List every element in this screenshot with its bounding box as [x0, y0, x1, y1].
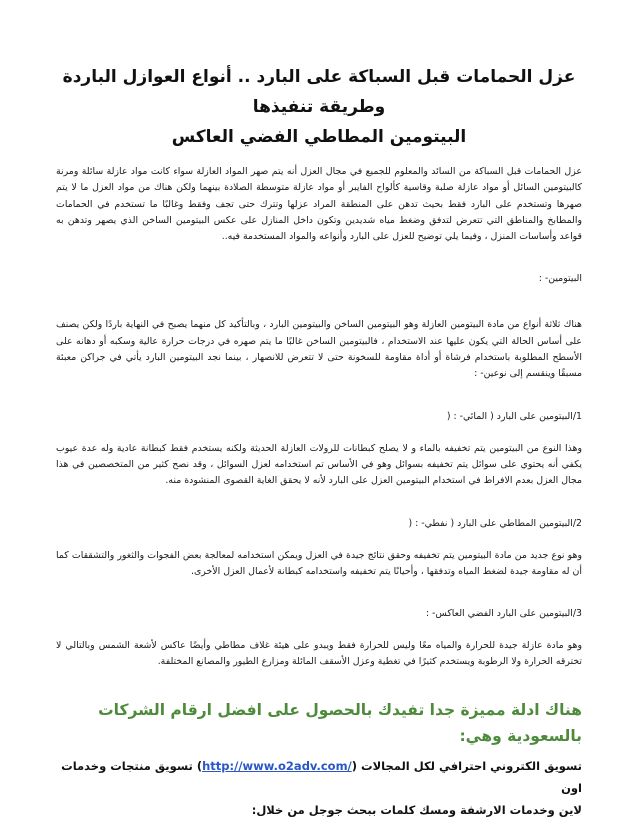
marketing-footer: [56, 755, 582, 821]
companies-directory-heading: هناك ادلة مميزة جدا تفيدك بالحصول على افضل ارقام الشركات بالسعودية وهي:: [98, 700, 582, 745]
website-link[interactable]: http://www.o2adv.com/: [202, 758, 352, 773]
section2-heading: 2/البيتومين المطاطي على البارد ( نفطي- : (: [408, 517, 582, 529]
footer-text-part-1: تسويق الكتروني احترافي لكل المجالات (: [351, 758, 582, 773]
bitumen-paragraph: هناك ثلاثة أنواع من مادة البيتومين العازلة وهو البيتومين الساخن والبيتومين البارد ، وبالتأكيد كل منهما يصبح في النهاية باردًا ولكن يصنف على أساس الحالة التي يكون عليها عند الاستخدام ، فالبيتومين الساخن غالبًا ما يتم صهره في درجات حرارة عالية وسكبه أو دهانه على الأسطح المطلوبة باستخدام فرشاة أو أداة مقاومة للسخونة حتى لا تتعرض للانصهار ، بينما نجد البيتومين البارد يأتي في جراكن معبئة مسبقًا وينقسم إلى نوعين- :: [56, 319, 582, 380]
section3-paragraph: وهو مادة عازلة جيدة للحرارة والمياه معًا وليس للحرارة فقط ويبدو على هيئة غلاف مطاطي وأيضًا عاكس لأشعة الشمس وبالتالي لا تخترقه الحرارة ولا الرطوبة ويستخدم كثيرًا في تغطية وعزل الأسقف المائلة ومزارع الطيور والمصانع المختلفة.: [56, 640, 582, 668]
section2-paragraph: وهو نوع جديد من مادة البيتومين يتم تخفيفه وحقق نتائج جيدة في العزل ويمكن استخدامه لمعالجة بعض الفجوات والثغور والتشققات كما أن له مقاومة جيدة لضغط المياه وتدفقها ، وأحيانًا يتم تخفيفه واستخدامه كبطانة لأعمال العزل الأخرى.: [56, 549, 582, 577]
section1-paragraph: وهذا النوع من البيتومين يتم تخفيفه بالماء و لا يصلح كبطانات للرولات العازلة الحديثة ولكنه يستخدم فقط كبطانة عادية وله عدة عيوب يكفي أنه يحتوي على سوائل يتم تخفيفه بسوائل وهو في الأساس تم استخدامه لعزل السوائل ، وقد نصح كثير من المتخصصين في هذا مجال العزل بعدم الافراط في استخدام البيتومين العزل على البارد لأنه لا يحقق الغاية القصوى المنشودة منه.: [56, 442, 582, 487]
footer-text-part-2: ) تسويق منتجات وخدمات اون: [61, 758, 582, 795]
title-line-2: البيتومين المطاطي الفضي العاكس: [171, 127, 467, 147]
document-title: [56, 62, 582, 152]
footer-line-2: لاين وخدمات الارشفة ومسك كلمات ببحث جوجل من خلال:: [251, 802, 582, 817]
title-line-1: عزل الحمامات قبل السباكة على البارد .. أنواع العوازل الباردة وطريقة تنفيذها: [62, 67, 576, 117]
bitumen-heading: البيتومين- :: [538, 273, 582, 285]
section3-heading: 3/البيتومين على البارد الفضي العاكس- :: [425, 608, 582, 620]
intro-paragraph: عزل الحمامات قبل السباكة من السائد والمعلوم للجميع في مجال العزل أنه يتم صهر المواد العازلة سواء كانت مواد عازلة سائلة ومرنة كالبيتومين السائل أو مواد عازلة صلبة وقاسية كألواح الفايبر أو مواد عازلة متوسطة الصلادة بينهما ولكن هناك من مواد العزل ما لا يتم صهرها وتستخدم على البارد فقط بحيث تدهن على المنطقة المراد عزلها وتترك حتى تجف وفقط وغالبًا ما تستخدم في الحمامات والمطابخ والمناطق التي تتعرض لتدفق وضغط مياه شديدين وتكون داخل المنازل على عكس البيتومين الساخن الذي يصهر وتدهن به قواعد وأساسات المنزل ، وفيما يلي توضيح للعزل على البارد وأنواعه والمواد المستخدمة فيه..: [56, 166, 582, 243]
section1-heading: 1/البيتومين على البارد ( المائي- : (: [446, 410, 582, 422]
